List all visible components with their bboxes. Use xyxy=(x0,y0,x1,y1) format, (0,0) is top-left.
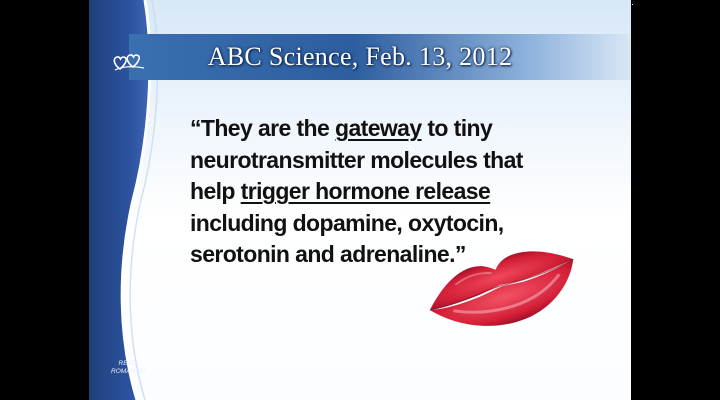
quote-part-3: including dopamine, oxytocin, serotonin and adrenaline.” xyxy=(190,209,504,267)
corner-mark xyxy=(632,4,633,5)
slide-title: ABC Science, Feb. 13, 2012 xyxy=(207,42,513,71)
footer-label-line2: ROMANCE! xyxy=(111,368,147,375)
hearts-icon xyxy=(111,51,147,73)
lips-image xyxy=(417,225,583,341)
quote-underline-gateway: gateway xyxy=(335,115,422,141)
quote-underline-trigger: trigger hormone release xyxy=(240,178,491,204)
footer-label xyxy=(111,360,147,376)
slide xyxy=(89,0,631,400)
quote-part-1: “They are the xyxy=(190,115,335,141)
footer-label-line1: REAL xyxy=(118,360,136,367)
quote-part-2: to tiny neurotransmitter molecules that help xyxy=(190,115,523,204)
